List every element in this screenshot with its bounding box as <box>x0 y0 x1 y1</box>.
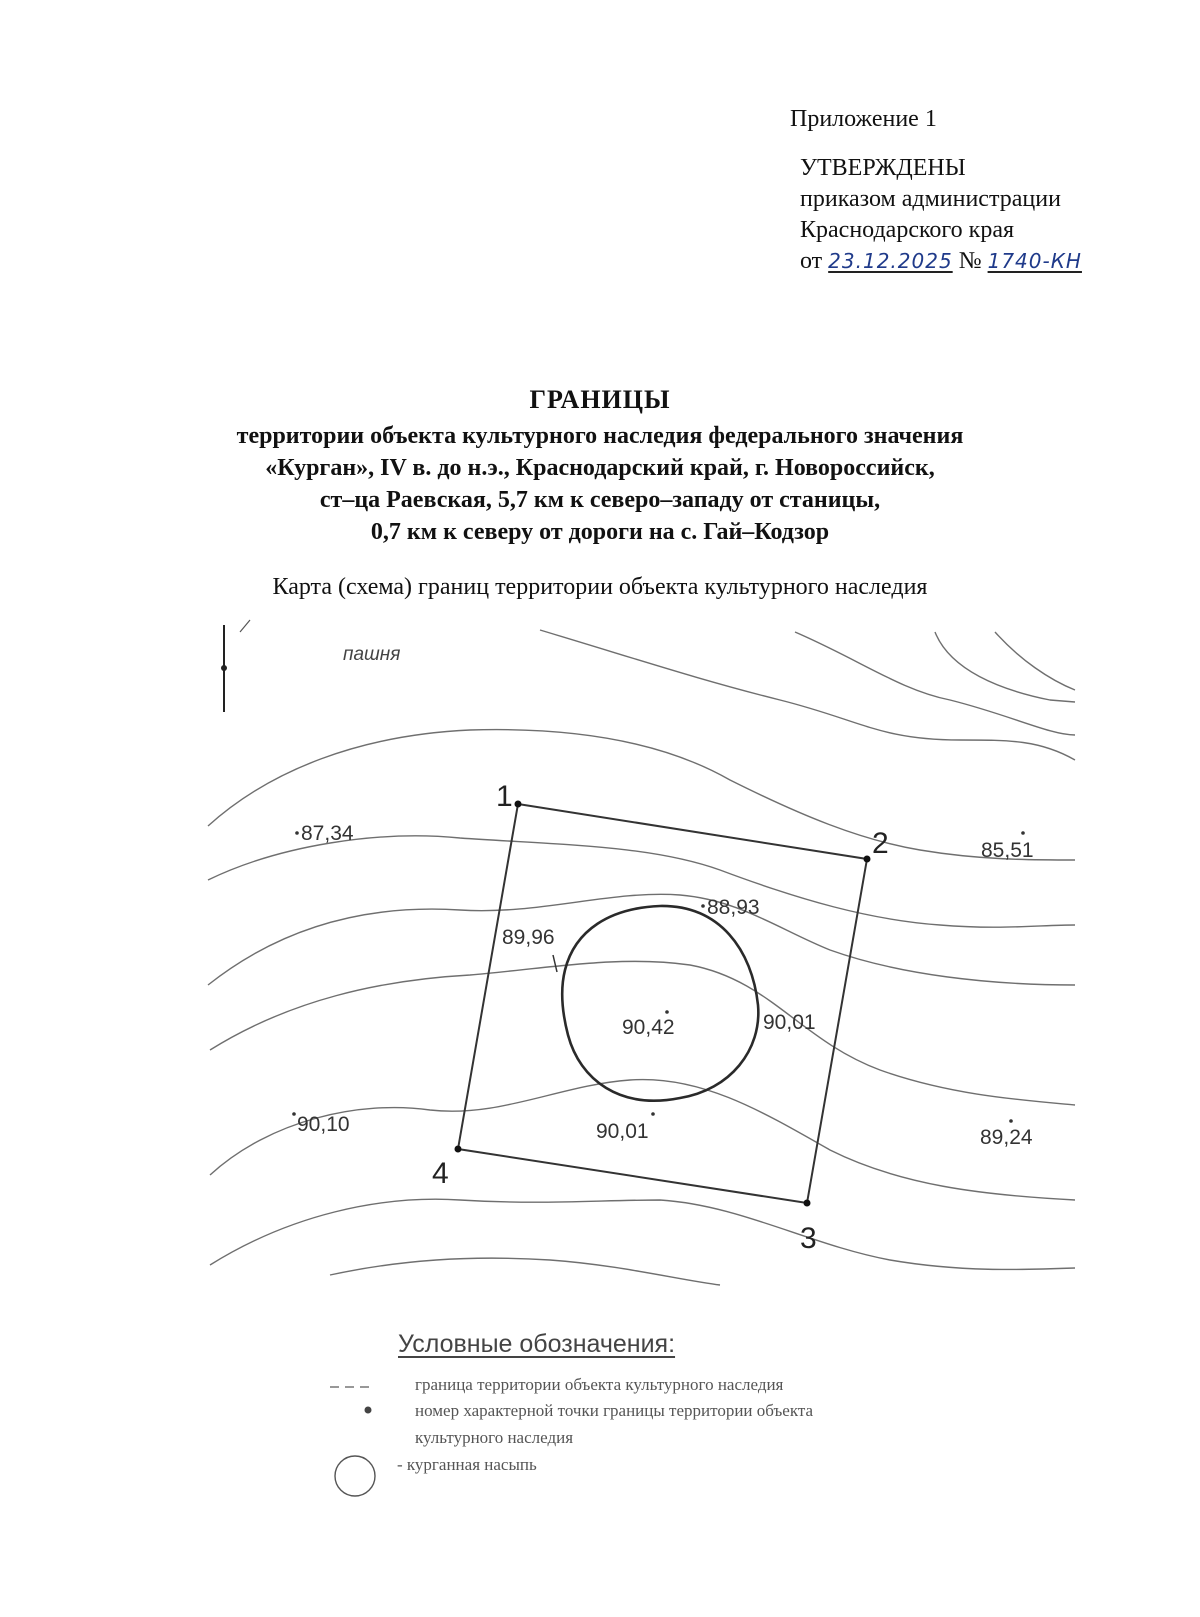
elevation-label: 87,34 <box>301 822 354 845</box>
order-line-1: приказом администрации <box>800 186 1061 212</box>
legend-item-point-continued: культурного наследия <box>415 1428 574 1447</box>
title-line-2: «Курган», IV в. до н.э., Краснодарский край, г. Новороссийск, <box>265 455 935 481</box>
title-line-1: территории объекта культурного наследия федерального значения <box>236 423 964 449</box>
order-line-2: Краснодарского края <box>800 217 1015 243</box>
contour-line <box>330 1258 720 1285</box>
title-line-3: ст–ца Раевская, 5,7 км к северо–западу от станицы, <box>319 487 881 513</box>
contour-lines <box>208 630 1075 1285</box>
elevation-label: 88,93 <box>707 896 760 919</box>
elevation-label: 89,24 <box>980 1126 1033 1149</box>
approved-label: УТВЕРЖДЕНЫ <box>800 155 966 181</box>
document-title: ГРАНИЦЫ <box>529 385 671 414</box>
north-arrow-icon <box>221 620 250 712</box>
boundary-point-marker <box>864 856 871 863</box>
boundary-point-label: 3 <box>800 1222 817 1255</box>
elevation-label: 89,96 <box>502 926 555 949</box>
territory-boundary <box>458 804 867 1203</box>
elevation-label: 85,51 <box>981 839 1034 862</box>
boundary-point-label: 1 <box>496 780 513 813</box>
legend-item-mound: - курганная насыпь <box>397 1455 537 1474</box>
order-date: 23.12.2025 <box>828 249 953 273</box>
appendix-label: Приложение 1 <box>790 106 937 132</box>
legend-title: Условные обозначения: <box>398 1330 676 1358</box>
contour-line <box>795 632 1075 735</box>
kurgan-mound-outline <box>562 906 758 1101</box>
contour-line <box>208 836 1075 927</box>
point-marker-icon <box>365 1407 372 1414</box>
land-use-label: пашня <box>343 644 401 665</box>
legend-item-boundary: граница территории объекта культурного наследия <box>415 1375 784 1394</box>
boundary-point-label: 2 <box>872 827 889 860</box>
elevation-label: 90,01 <box>596 1120 649 1143</box>
legend-item-point: номер характерной точки границы территории объекта <box>415 1401 814 1420</box>
title-line-4: 0,7 км к северу от дороги на с. Гай–Кодзор <box>370 519 830 545</box>
elevation-label: 90,01 <box>763 1011 816 1034</box>
boundary-point-marker <box>515 801 522 808</box>
boundary-point-marker <box>804 1200 811 1207</box>
map-caption: Карта (схема) границ территории объекта культурного наследия <box>272 574 928 600</box>
circle-icon <box>335 1456 375 1496</box>
contour-line <box>995 632 1075 690</box>
elevation-label: 90,10 <box>297 1113 350 1136</box>
date-prefix: от <box>800 248 823 274</box>
elevation-label: 90,42 <box>622 1016 675 1039</box>
contour-line <box>210 1199 1075 1269</box>
legend-symbols <box>330 1387 375 1496</box>
number-prefix: № <box>958 248 982 274</box>
order-number: 1740-КН <box>987 249 1082 273</box>
boundary-point-marker <box>455 1146 462 1153</box>
boundary-point-label: 4 <box>432 1157 449 1190</box>
